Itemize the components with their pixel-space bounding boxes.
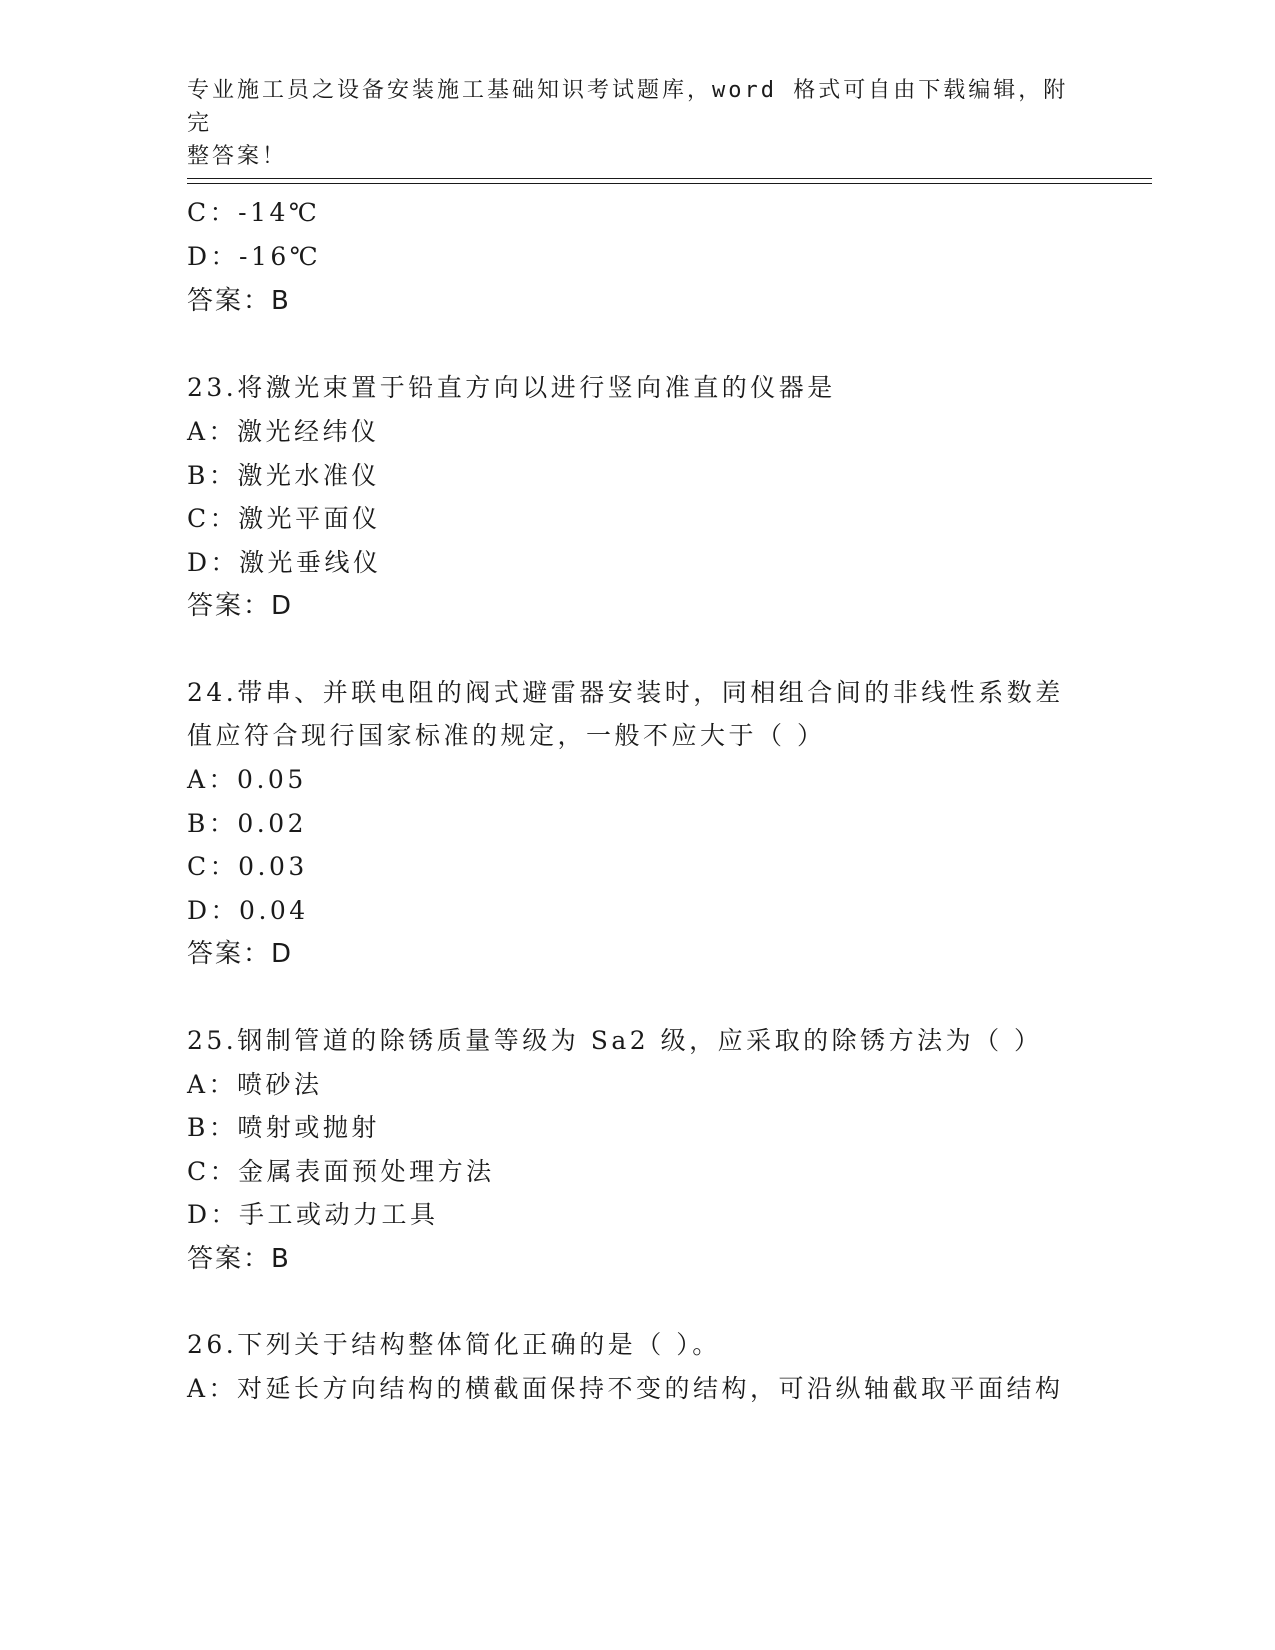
question-26-option-a: A：对延长方向结构的横截面保持不变的结构，可沿纵轴截取平面结构: [187, 1374, 1064, 1403]
question-24-option-c: C：0.03: [187, 852, 308, 881]
question-23-option-b: B：激光水准仪: [187, 461, 380, 490]
document-header: [187, 74, 1087, 173]
question-25-option-c: C：金属表面预处理方法: [187, 1157, 495, 1186]
question-25-stem: 25.钢制管道的除锈质量等级为 Sa2 级，应采取的除锈方法为（ ）: [187, 1026, 1043, 1055]
header-divider-top: [187, 178, 1152, 179]
question-24-answer: 答案：D: [187, 939, 294, 969]
header-title-line-2: 整答案！: [187, 144, 288, 169]
question-23-answer: 答案：D: [187, 591, 294, 621]
option-c: C：-14℃: [187, 198, 321, 227]
question-26-stem: 26.下列关于结构整体简化正确的是（ ）。: [187, 1330, 721, 1359]
header-divider-bottom: [187, 183, 1152, 184]
answer-line: 答案：B: [187, 286, 291, 316]
question-24-option-b: B：0.02: [187, 809, 308, 838]
question-25-option-d: D：手工或动力工具: [187, 1200, 439, 1229]
question-24-option-a: A：0.05: [187, 765, 307, 794]
header-title-line-1: 专业施工员之设备安装施工基础知识考试题库，word 格式可自由下载编辑，附完: [187, 78, 1069, 136]
question-24-stem-line-1: 24.带串、并联电阻的阀式避雷器安装时，同相组合间的非线性系数差: [187, 678, 1064, 707]
question-24-stem-line-2: 值应符合现行国家标准的规定，一般不应大于（ ）: [187, 721, 826, 750]
question-23-option-d: D：激光垂线仪: [187, 548, 382, 577]
question-23-option-c: C：激光平面仪: [187, 504, 381, 533]
option-d: D：-16℃: [187, 242, 322, 271]
question-24-option-d: D：0.04: [187, 896, 309, 925]
question-25-option-a: A：喷砂法: [187, 1070, 323, 1099]
question-25-answer: 答案：B: [187, 1244, 291, 1274]
question-23-option-a: A：激光经纬仪: [187, 417, 380, 446]
question-23-stem: 23.将激光束置于铅直方向以进行竖向准直的仪器是: [187, 373, 836, 402]
question-25-option-b: B：喷射或抛射: [187, 1113, 380, 1142]
